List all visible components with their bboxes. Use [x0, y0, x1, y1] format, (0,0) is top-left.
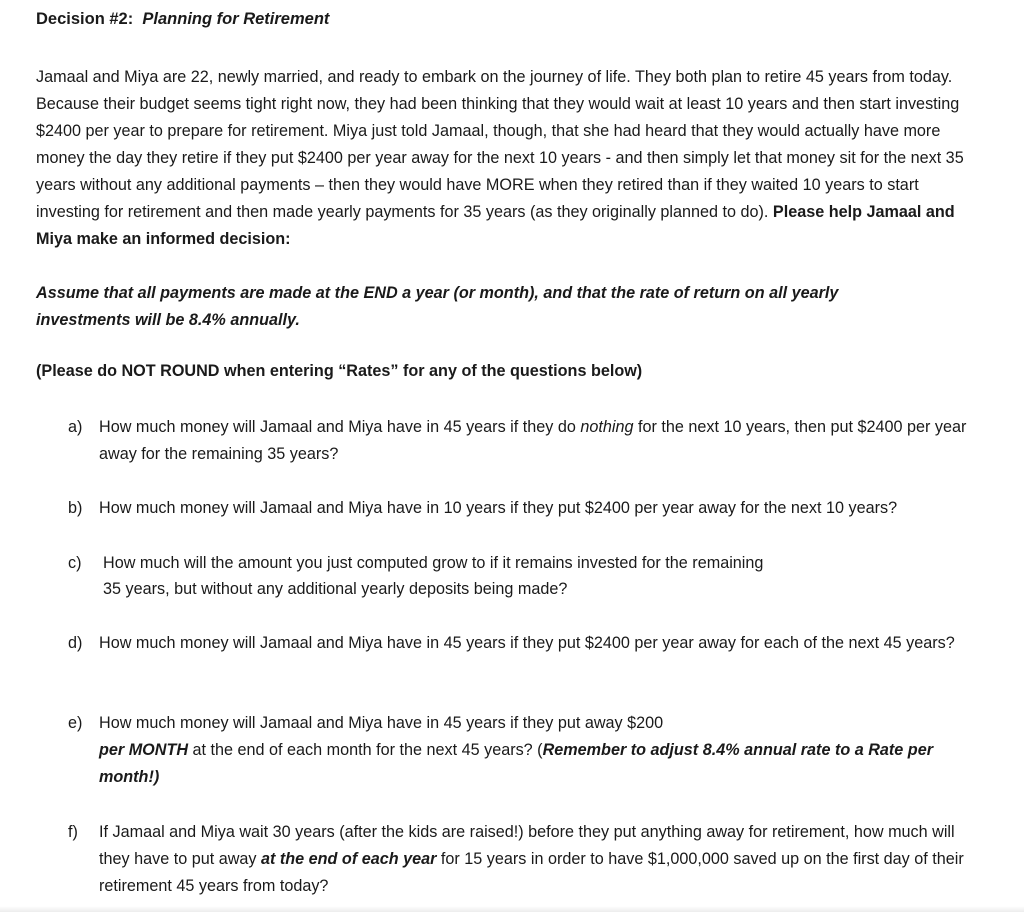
question-e-bold1: per MONTH [99, 741, 189, 759]
page-title [36, 10, 329, 29]
rounding-note: (Please do NOT ROUND when entering “Rates” for any of the questions below) [36, 362, 643, 380]
question-label: b) [68, 499, 83, 517]
question-e-rest [99, 737, 989, 791]
question-e-bold2: Remember to adjust 8.4% annual rate to a Rate per month!) [99, 741, 933, 786]
question-label: f) [68, 823, 78, 841]
question-text [99, 819, 989, 900]
question-label: d) [68, 634, 83, 652]
question-e-part2: at the end of each month for the next 45 years? ( [188, 741, 543, 759]
question-text: How much money will Jamaal and Miya have in 45 years if they put $2400 per year away for each of the next 45 years? [99, 634, 955, 652]
question-c-line1: How much will the amount you just computed grow to if it remains invested for the remaining [103, 554, 764, 572]
question-f-part1: If Jamaal and Miya wait 30 years (after the kids are raised!) before they put anything away for retirement, how much will they have to put away [99, 823, 955, 868]
question-text: How much money will Jamaal and Miya have in 10 years if they put $2400 per year away for the next 10 years? [99, 499, 898, 517]
question-c-line2: 35 years, but without any additional yearly deposits being made? [103, 580, 568, 598]
intro-paragraph [36, 64, 981, 253]
question-text [99, 710, 989, 791]
question-f-bold: at the end of each year [260, 850, 437, 868]
question-text [99, 414, 989, 468]
question-e-line1: How much money will Jamaal and Miya have in 45 years if they put away $200 [99, 714, 664, 732]
intro-bold: Please help Jamaal and Miya make an informed decision: [36, 203, 955, 248]
question-a-italic: nothing [580, 418, 634, 436]
question-a-part1: How much money will Jamaal and Miya have in 45 years if they do [99, 418, 581, 436]
question-label: c) [68, 554, 82, 572]
question-label: e) [68, 714, 83, 732]
title-italic: Planning for Retirement [142, 10, 330, 28]
page-bottom-edge [0, 906, 1024, 912]
intro-text: Jamaal and Miya are 22, newly married, and ready to embark on the journey of life. They both plan to retire 45 years from today. Because their budget seems tight right now, they had been thinking that they would wait at least 10 years and then start investing $2400 per year to prepare for retirement. Miya just told Jamaal, though, that she had heard that they would actually have more money the day they retire if they put $2400 per year away for the next 10 years - and then simply let that money sit for the next 35 years without any additional payments – then they would have MORE when they retired than if they waited 10 years to start investing for retirement and then made yearly payments for 35 years (as they originally planned to do). [36, 68, 964, 221]
question-f-part2: for 15 years in order to have $1,000,000 saved up on the first day of their retirement 45 years from today? [99, 850, 964, 895]
question-a-part2: for the next 10 years, then put $2400 per year away for the remaining 35 years? [99, 418, 967, 463]
assumption-paragraph: Assume that all payments are made at the END a year (or month), and that the rate of return on all yearly investments will be 8.4% annually. [36, 284, 839, 329]
question-label: a) [68, 418, 83, 436]
question-text [103, 550, 993, 602]
title-prefix: Decision #2: [36, 10, 134, 28]
